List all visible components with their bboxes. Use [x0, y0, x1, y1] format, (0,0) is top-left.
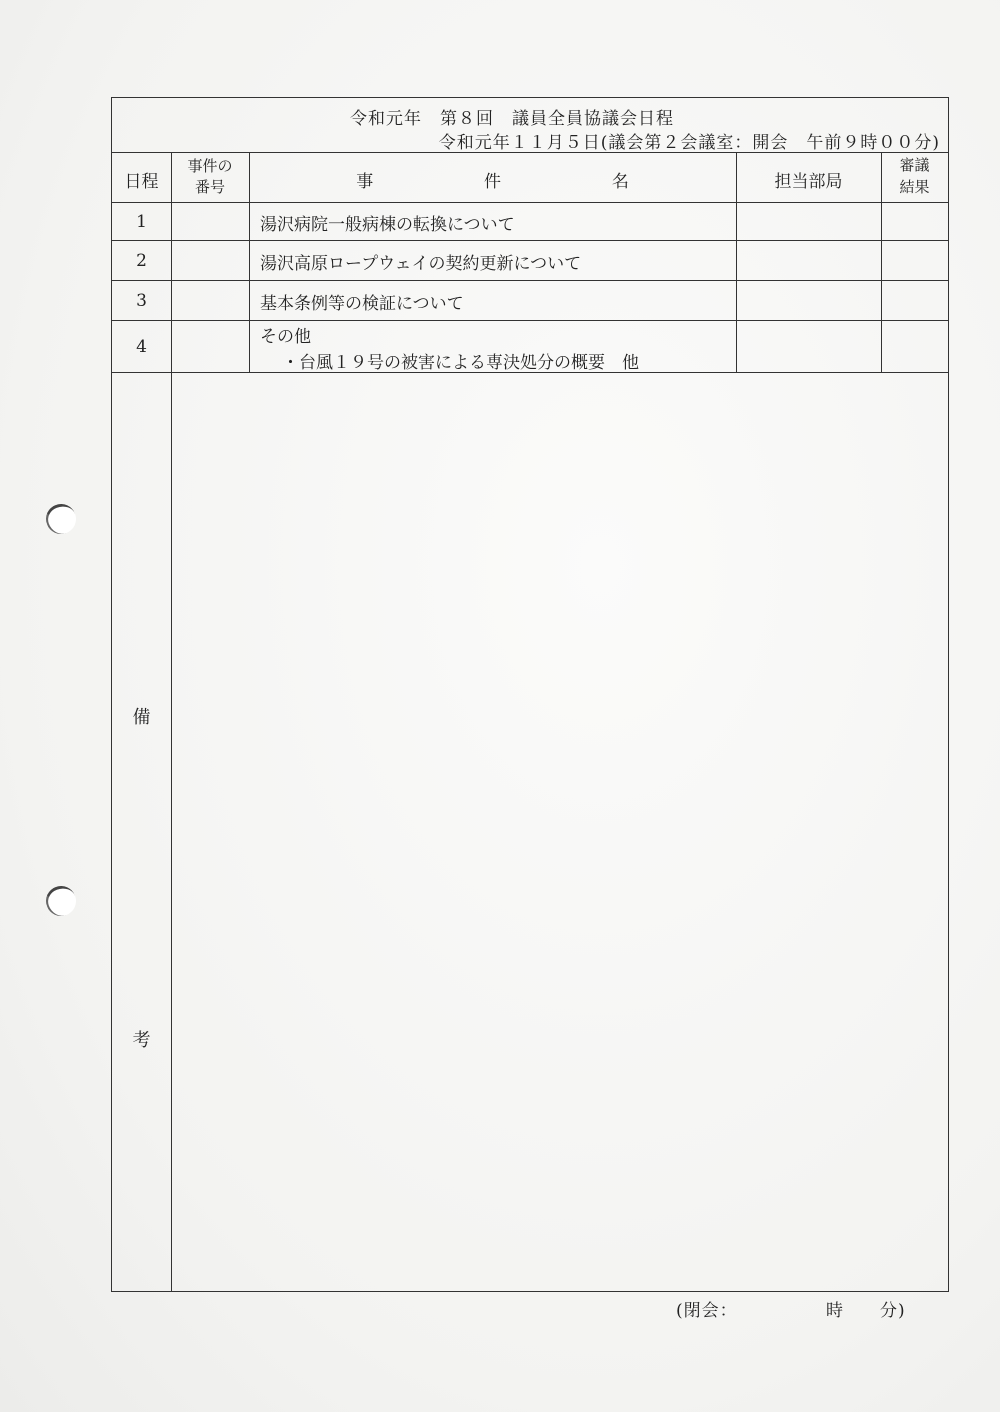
row-name: 湯沢高原ロープウェイの契約更新について — [260, 254, 582, 274]
agenda-grid — [112, 153, 948, 1291]
header-result-line2: 結果 — [899, 178, 930, 196]
header-jiken-name-char: 事 — [356, 172, 374, 192]
remarks-label: 備 — [132, 707, 151, 728]
header-result-line1: 審議 — [899, 156, 930, 174]
row-number: 1 — [136, 212, 147, 232]
row-number: 4 — [136, 337, 147, 357]
row-name: 湯沢病院一般病棟の転換について — [260, 215, 515, 235]
column-divider — [171, 153, 172, 1291]
header-jiken-number — [171, 156, 249, 198]
row-sub-item: ・台風１９号の被害による専決処分の概要 他 — [282, 353, 639, 373]
header-result — [881, 154, 948, 198]
column-divider — [881, 153, 882, 373]
column-divider — [736, 153, 737, 373]
row-name: 基本条例等の検証について — [260, 294, 464, 314]
row-name: その他 — [260, 327, 311, 347]
meeting-date-place: 令和元年１１月５日(議会第２会議室：開会 午前９時００分) — [438, 133, 940, 153]
table-header-row — [112, 153, 948, 203]
closing-minute: 分) — [880, 1301, 906, 1321]
header-jiken-name-char: 名 — [611, 172, 629, 192]
table-row — [112, 321, 948, 373]
punch-hole — [42, 882, 80, 920]
header-department: 担当部局 — [774, 172, 843, 192]
closing-hour: 時 — [826, 1301, 844, 1321]
agenda-table — [111, 97, 949, 1292]
row-number: 3 — [136, 291, 147, 311]
closing-time — [676, 1296, 906, 1321]
punch-hole — [42, 500, 80, 538]
header-jiken-name-char: 件 — [484, 172, 501, 192]
table-row — [112, 203, 948, 241]
header-jiken-number-line1: 事件の — [187, 157, 233, 175]
header-nittei: 日程 — [124, 172, 159, 192]
column-divider — [249, 153, 250, 373]
header-jiken-number-line2: 番号 — [194, 178, 225, 196]
table-row — [112, 241, 948, 281]
title-block — [112, 98, 948, 153]
meeting-title: 令和元年 第８回 議員全員協議会日程 — [350, 109, 674, 129]
remarks-label: 考 — [132, 1030, 151, 1051]
table-row — [112, 281, 948, 321]
closing-prefix: (閉会： — [676, 1301, 738, 1321]
header-jiken-name — [249, 167, 736, 192]
row-number: 2 — [136, 251, 147, 271]
